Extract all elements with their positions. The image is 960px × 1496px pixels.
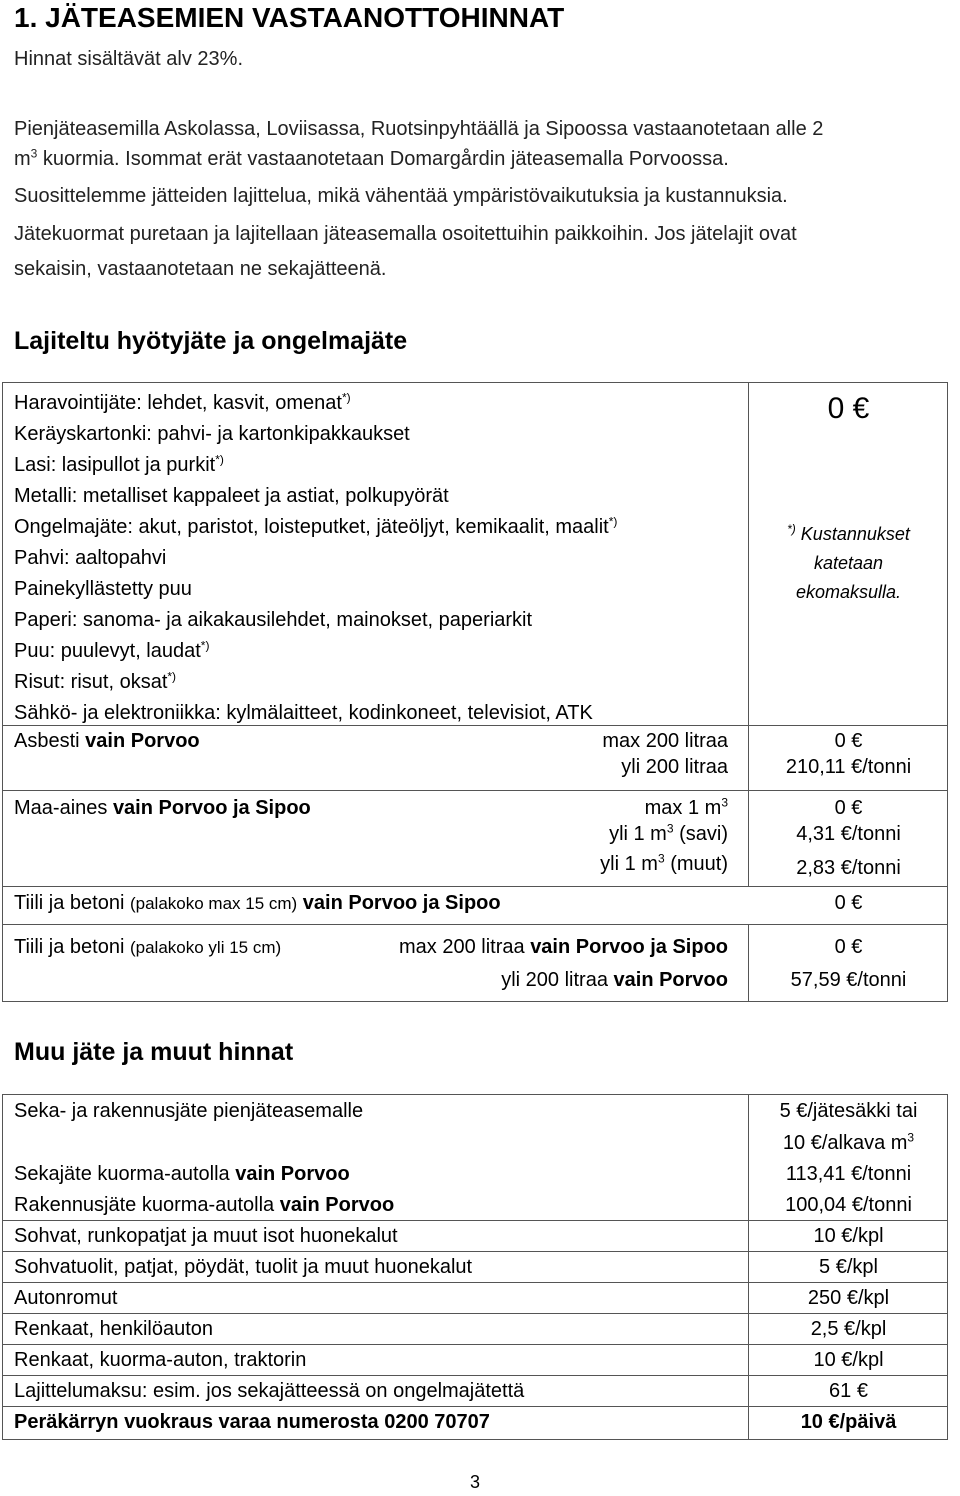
list-item: Haravointijäte: lehdet, kasvit, omenat*) [14, 390, 351, 414]
table-row-divider [2, 1220, 948, 1221]
table-row-label: Lajittelumaksu: esim. jos sekajätteessä on ongelmajätettä [14, 1380, 525, 1402]
table-row-label: Rakennusjäte kuorma-autolla vain Porvoo [14, 1194, 395, 1216]
vat-note: Hinnat sisältävät alv 23%. [14, 48, 244, 70]
tiili-large-qty-2: yli 200 litraa vain Porvoo [501, 969, 728, 991]
tiili-large-price-2: 57,59 €/tonni [790, 969, 907, 991]
table-row-divider [2, 790, 948, 791]
table-row-price: 113,41 €/tonni [785, 1163, 912, 1185]
table-row-divider [2, 1375, 948, 1376]
list-item: Metalli: metalliset kappaleet ja astiat, polkupyörät [14, 485, 449, 507]
intro-paragraph-3b: sekaisin, vastaanotetaan ne sekajätteenä. [14, 258, 387, 280]
intro-paragraph-1b: $m^3$ kuormia. Isommat erät vastaanotetaan Domargårdin jäteasemalla Porvoossa. [14, 146, 729, 170]
table-row-divider [2, 886, 948, 887]
intro-paragraph-3a: Jätekuormat puretaan ja lajitellaan jäteasemalla osoitettuihin paikkoihin. Jos jätelajit ovat [14, 223, 797, 245]
list-item: Sähkö- ja elektroniikka: kylmälaitteet, kodinkoneet, televisiot, ATK [14, 702, 593, 724]
table-row-price: 5 €/kpl [819, 1256, 878, 1278]
maa-qty-1: max 1 $m^3$ [644, 795, 728, 819]
table-row-divider [2, 1282, 948, 1283]
maa-aines-label: Maa-aines vain Porvoo ja Sipoo [14, 797, 311, 819]
table-row-label: Autonromut [14, 1287, 118, 1309]
maa-qty-2: yli 1 $m^3$ (savi) [609, 821, 728, 845]
free-waste-list [14, 388, 617, 729]
table-row-price: 10 €/kpl [813, 1225, 884, 1247]
table-row-price: 100,04 €/tonni [785, 1194, 912, 1216]
section-heading-sorted-waste: Lajiteltu hyötyjäte ja ongelmajäte [14, 327, 408, 355]
list-item: Lasi: lasipullot ja purkit*) [14, 452, 224, 476]
list-item: Paperi: sanoma- ja aikakausilehdet, mainokset, paperiarkit [14, 609, 533, 631]
list-item: Keräyskartonki: pahvi- ja kartonkipakkaukset [14, 423, 410, 445]
tiili-large-label: Tiili ja betoni (palakoko yli 15 cm) [14, 936, 282, 958]
seka-price-1: 5 €/jätesäkki tai [779, 1100, 918, 1122]
section-heading-other-waste: Muu jäte ja muut hinnat [14, 1038, 294, 1066]
table-row-divider [2, 1344, 948, 1345]
seka-label: Seka- ja rakennusjäte pienjäteasemalle [14, 1100, 364, 1122]
list-item: Puu: puulevyt, laudat*) [14, 638, 210, 662]
seka-price-2: 10 €/alkava $m^3$ [782, 1130, 915, 1154]
free-price: 0 € [827, 392, 870, 425]
table-row-divider [2, 1406, 948, 1407]
list-item: Pahvi: aaltopahvi [14, 547, 167, 569]
table-row-divider [2, 1251, 948, 1252]
tiili-large-qty-1: max 200 litraa vain Porvoo ja Sipoo [399, 936, 728, 958]
tiili-small-price: 0 € [834, 892, 863, 914]
list-item: Painekyllästetty puu [14, 578, 192, 600]
trailer-rental-label: Peräkärryn vuokraus varaa numerosta 0200 70707 [14, 1411, 490, 1433]
table-row-price: 250 €/kpl [807, 1287, 890, 1309]
page-title: 1. JÄTEASEMIEN VASTAANOTTOHINNAT [14, 2, 565, 33]
list-item: Ongelmajäte: akut, paristot, loisteputket, jäteöljyt, kemikaalit, maalit*) [14, 514, 618, 538]
asbesti-label: Asbesti vain Porvoo [14, 730, 200, 752]
table-row-divider [2, 924, 948, 925]
tiili-large-price-1: 0 € [834, 936, 863, 958]
asbesti-qty-2: yli 200 litraa [621, 756, 728, 778]
footnote: *) Kustannukset katetaan ekomaksulla. [787, 522, 910, 602]
table-row-label: Sohvat, runkopatjat ja muut isot huonekalut [14, 1225, 398, 1247]
list-item: Risut: risut, oksat*) [14, 669, 177, 693]
table-row-divider [2, 1313, 948, 1314]
table-row-price: 2,5 €/kpl [810, 1318, 887, 1340]
asbesti-price-1: 0 € [834, 730, 863, 752]
table-row-label: Renkaat, kuorma-auton, traktorin [14, 1349, 307, 1371]
page-number: 3 [470, 1472, 481, 1492]
table-row-label: Renkaat, henkilöauton [14, 1318, 214, 1340]
asbesti-qty-1: max 200 litraa [602, 730, 728, 752]
table-row-price: 61 € [829, 1380, 868, 1402]
maa-price-3: 2,83 €/tonni [796, 857, 901, 879]
tiili-small-label: Tiili ja betoni (palakoko max 15 cm) vain Porvoo ja Sipoo [14, 892, 501, 914]
maa-qty-3: yli 1 $m^3$ (muut) [600, 851, 728, 875]
asbesti-price-2: 210,11 €/tonni [785, 756, 912, 778]
maa-price-1: 0 € [834, 797, 863, 819]
intro-paragraph-2: Suosittelemme jätteiden lajittelua, mikä vähentää ympäristövaikutuksia ja kustannuksia. [14, 185, 788, 207]
table-row-price: 10 €/kpl [813, 1349, 884, 1371]
table-row-label: Sohvatuolit, patjat, pöydät, tuolit ja muut huonekalut [14, 1256, 473, 1278]
intro-paragraph-1a: Pienjäteasemilla Askolassa, Loviisassa, Ruotsinpyhtäällä ja Sipoossa vastaanotetaan alle 2 [14, 118, 824, 140]
table-row-label: Sekajäte kuorma-autolla vain Porvoo [14, 1163, 350, 1185]
maa-price-2: 4,31 €/tonni [796, 823, 901, 845]
trailer-rental-price: 10 €/päivä [800, 1411, 897, 1433]
